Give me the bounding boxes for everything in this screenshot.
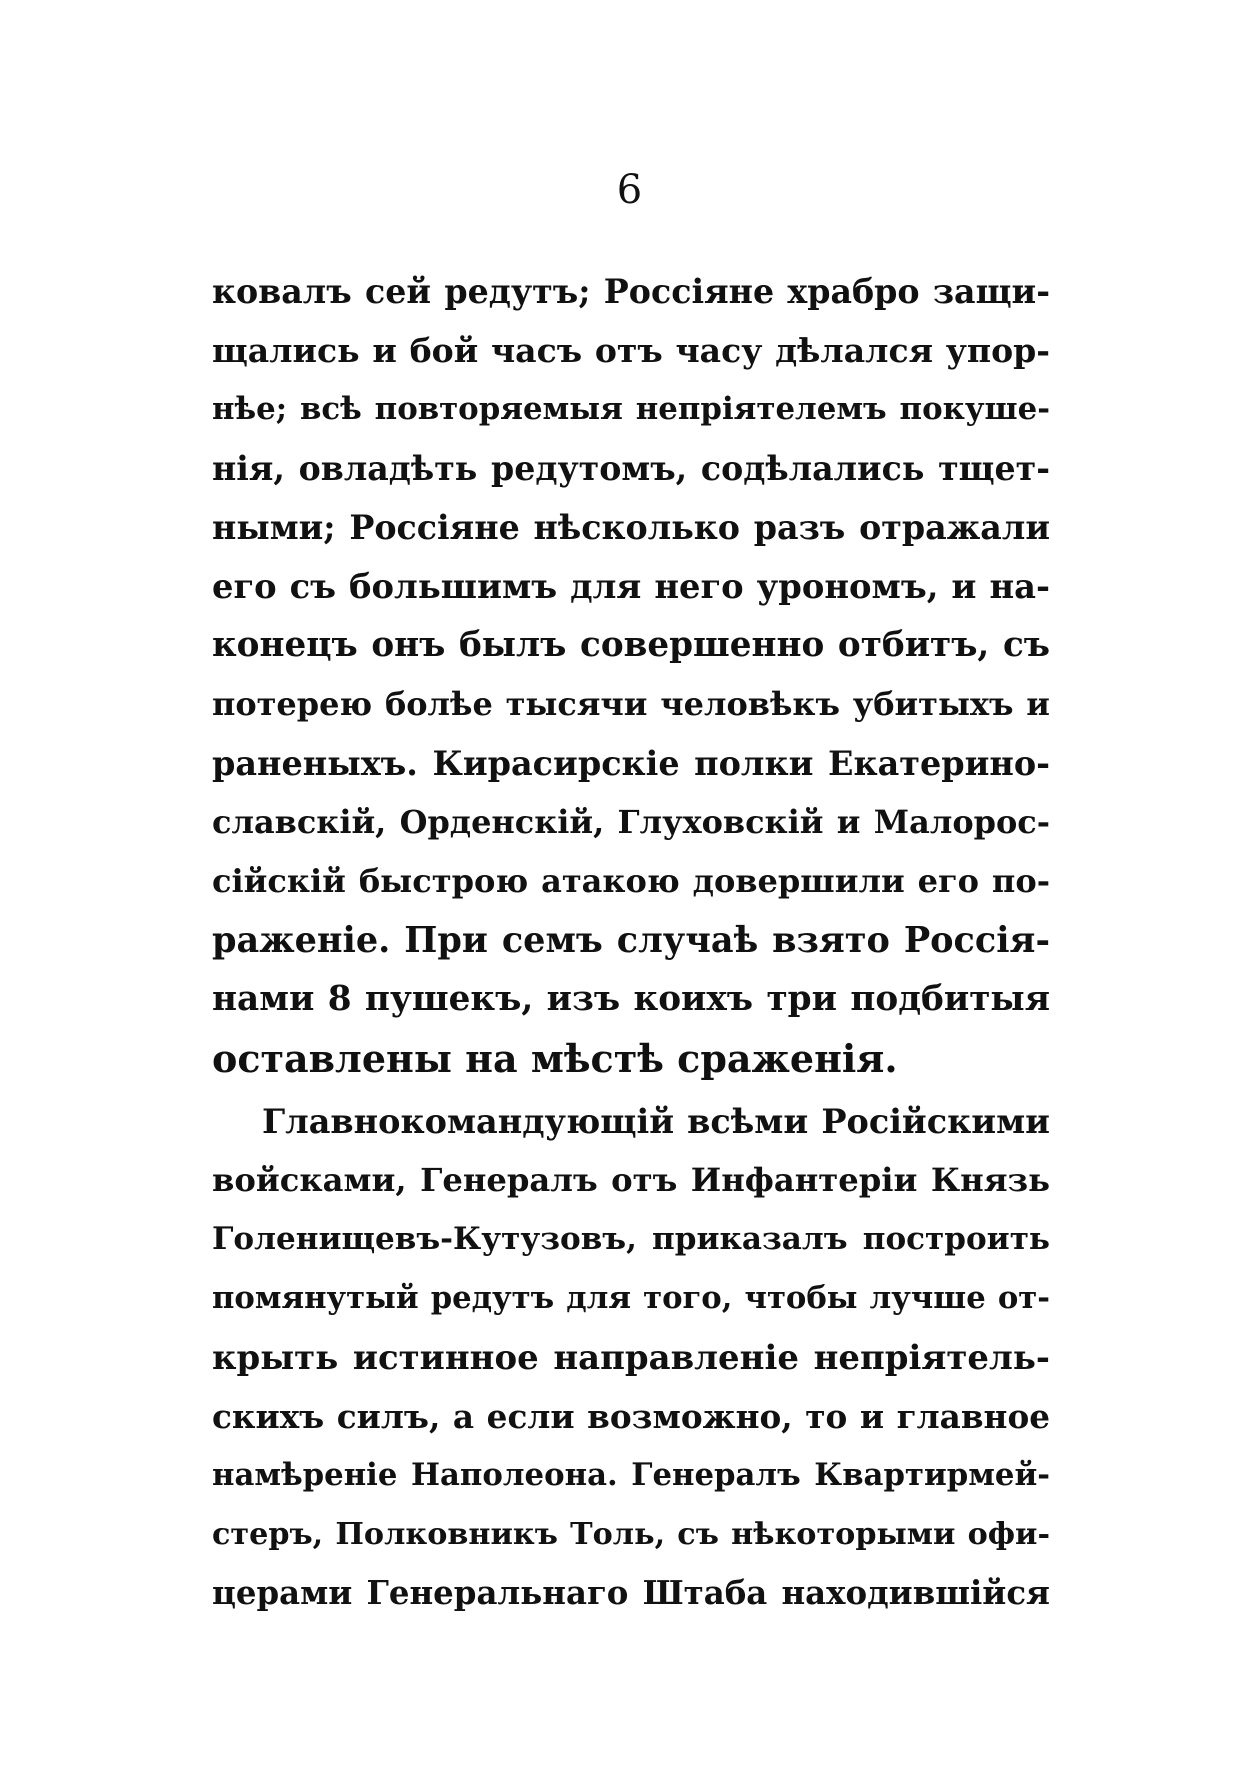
text-line: щались и бой часъ отъ часу дѣлался упор- bbox=[212, 331, 1050, 370]
paragraph-2 bbox=[212, 1092, 1050, 1623]
text-line: конецъ онъ былъ совершенно отбитъ, съ bbox=[212, 625, 1050, 665]
text-line: раженіе. При семъ случаѣ взято Россія- bbox=[212, 920, 1050, 961]
text-line: помянутый редутъ для того, чтобы лучше от- bbox=[212, 1280, 1050, 1316]
paragraph-1 bbox=[212, 262, 1050, 1088]
text-line: потерею болѣе тысячи человѣкъ убитыхъ и bbox=[212, 685, 1050, 723]
page-number: 6 bbox=[616, 167, 643, 213]
text-line: ными; Россіяне нѣсколько разъ отражали bbox=[212, 508, 1050, 547]
text-line: оставлены на мѣстѣ сраженія. bbox=[212, 1036, 898, 1081]
text-line: раненыхъ. Кирасирскіе полки Екатерино- bbox=[212, 744, 1050, 783]
text-line: его съ большимъ для него урономъ, и на- bbox=[212, 566, 1050, 606]
text-line: ковалъ сей редутъ; Россіяне храбро защи- bbox=[212, 272, 1050, 311]
text-line: нѣе; всѣ повторяемыя непріятелемъ покуше- bbox=[212, 391, 1050, 427]
text-line: войсками, Генералъ отъ Инфантеріи Князь bbox=[212, 1161, 1050, 1199]
text-line: нами 8 пушекъ, изъ коихъ три подбитыя bbox=[212, 979, 1050, 1019]
text-line: крыть истинное направленіе непріятель- bbox=[212, 1337, 1050, 1377]
text-line: стеръ, Полковникъ Толь, съ нѣкоторыми офи- bbox=[212, 1517, 1050, 1552]
text-line: Главнокомандующій всѣми Російскими bbox=[262, 1102, 1050, 1141]
text-line: намѣреніе Наполеона. Генералъ Квартирмей- bbox=[212, 1457, 1050, 1493]
text-line: церами Генеральнаго Штаба находившійся bbox=[212, 1574, 1050, 1612]
text-line: нія, овладѣть редутомъ, содѣлались тщет- bbox=[212, 449, 1050, 488]
text-line: славскій, Орденскій, Глуховскій и Малорос- bbox=[212, 803, 1050, 841]
text-line: сійскій быстрою атакою довершили его по- bbox=[212, 862, 1050, 900]
text-line: скихъ силъ, а если возможно, то и главное bbox=[212, 1397, 1050, 1436]
text-line: Голенищевъ-Кутузовъ, приказалъ построить bbox=[212, 1221, 1050, 1257]
